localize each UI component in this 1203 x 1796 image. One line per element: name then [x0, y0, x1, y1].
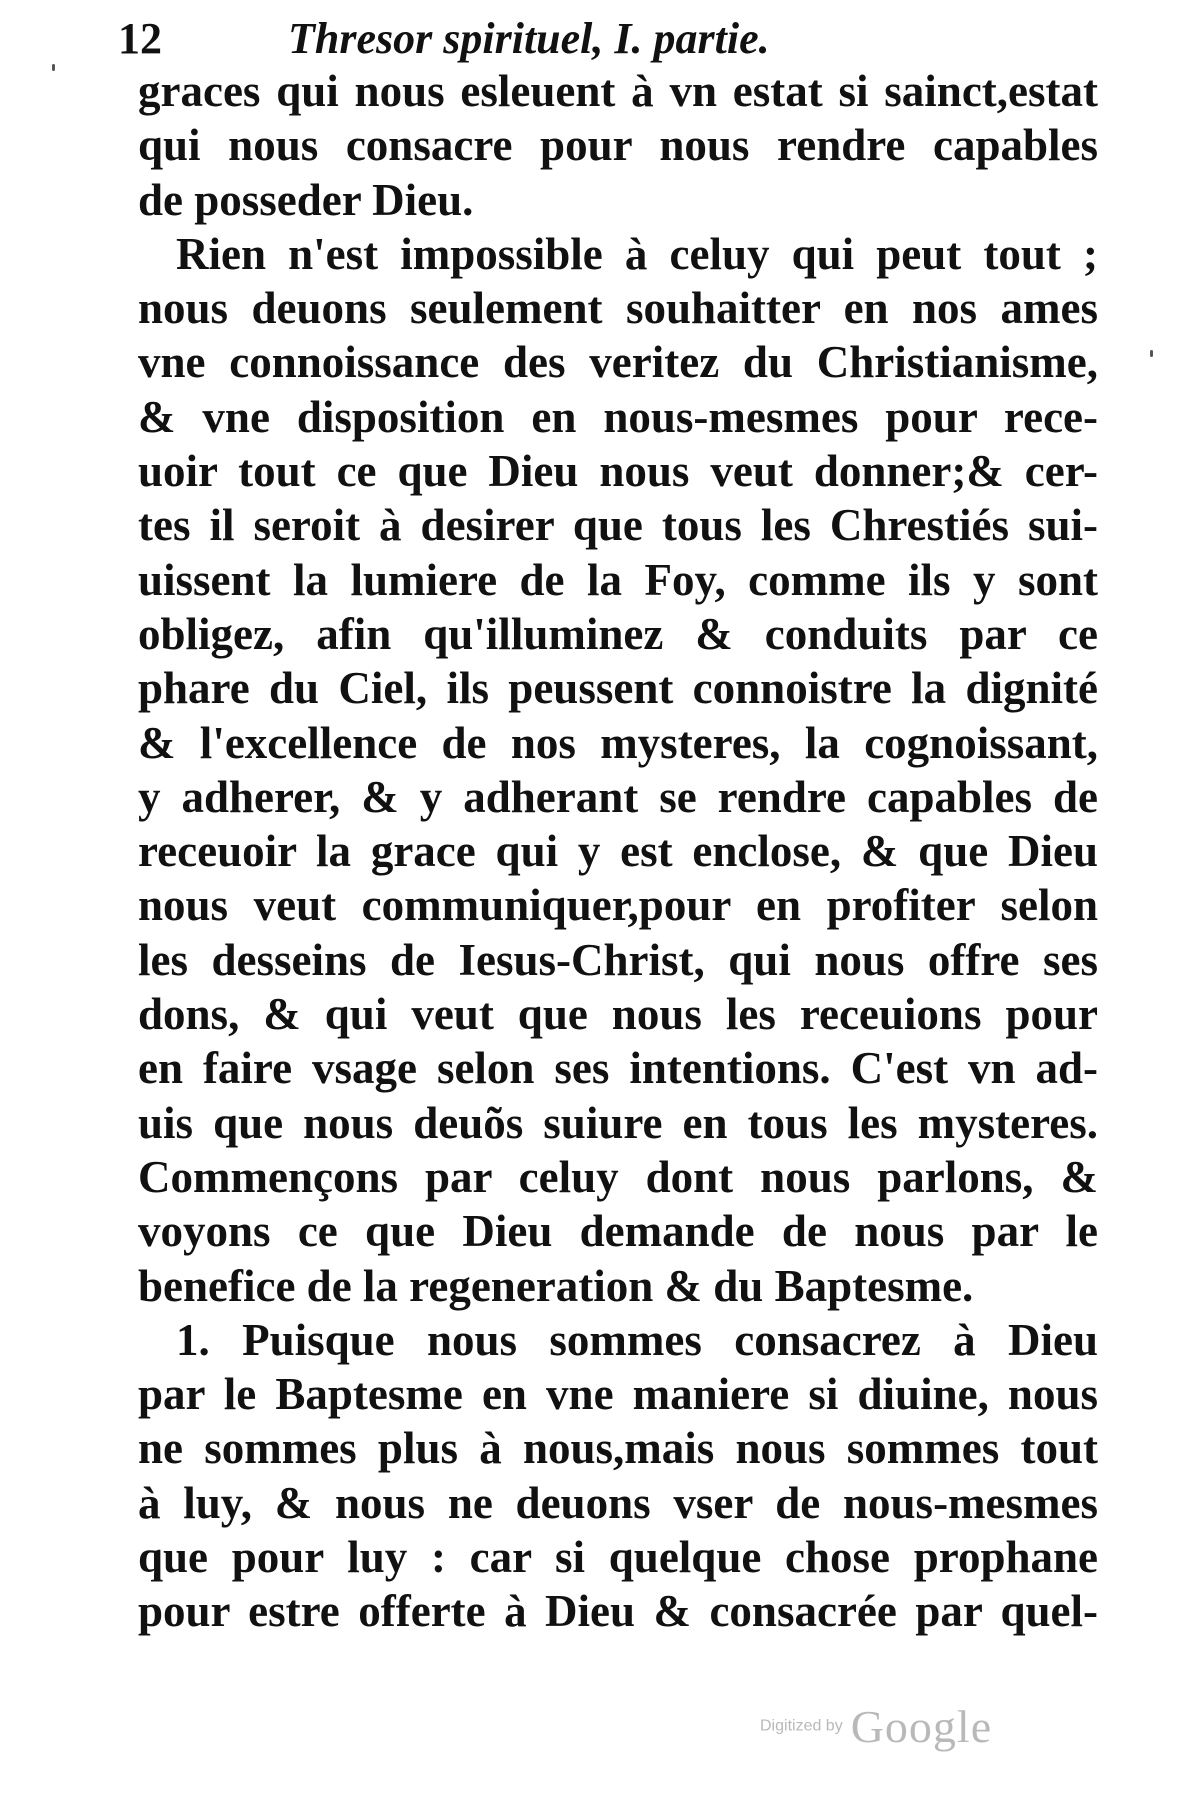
text-line: obligez, afin qu'illuminez & conduits par ce	[138, 608, 1098, 659]
text-line: voyons ce que Dieu demande de nous par le	[138, 1206, 1098, 1257]
text-line: Commençons par celuy dont nous parlons, &	[138, 1151, 1098, 1202]
text-line: receuoir la grace qui y est enclose, & que Dieu	[138, 826, 1098, 877]
text-line: que pour luy : car si quelque chose prophane	[138, 1532, 1098, 1583]
page-number: 12	[118, 14, 162, 63]
watermark-prefix: Digitized by	[760, 1717, 843, 1735]
text-line: uoir tout ce que Dieu nous veut donner;& cer-	[138, 446, 1098, 497]
running-title: Thresor spirituel, I. partie.	[288, 14, 770, 63]
text-line: phare du Ciel, ils peussent connoistre la dignité	[138, 663, 1098, 714]
running-head	[118, 14, 1078, 64]
text-line: benefice de la regeneration & du Baptesme.	[138, 1260, 974, 1311]
body-text	[138, 64, 1098, 1639]
paragraph-start-line: 1. Puisque nous sommes consacrez à Dieu	[176, 1314, 1098, 1365]
text-line: à luy, & nous ne deuons vser de nous-mesmes	[138, 1477, 1098, 1528]
ink-speck	[1150, 350, 1153, 357]
text-line: en faire vsage selon ses intentions. C'est vn ad-	[138, 1043, 1098, 1094]
text-line: ne sommes plus à nous,mais nous sommes tout	[138, 1423, 1098, 1474]
text-line: pour estre offerte à Dieu & consacrée par quel-	[138, 1586, 1098, 1637]
text-line: uissent la lumiere de la Foy, comme ils y sont	[138, 554, 1098, 605]
text-line: tes il seroit à desirer que tous les Chrestiés sui-	[138, 500, 1098, 551]
ink-speck	[52, 64, 55, 71]
paragraph-start-line: Rien n'est impossible à celuy qui peut tout ;	[176, 228, 1098, 279]
text-line: & vne disposition en nous-mesmes pour rece-	[138, 391, 1098, 442]
digitized-watermark	[760, 1700, 992, 1760]
text-line: de posseder Dieu.	[138, 174, 474, 225]
text-line: nous veut communiquer,pour en profiter selon	[138, 880, 1098, 931]
text-line: dons, & qui veut que nous les receuions pour	[138, 989, 1098, 1040]
text-line: uis que nous deuõs suiure en tous les mysteres.	[138, 1097, 1098, 1148]
text-line: graces qui nous esleuent à vn estat si sainct,estat	[138, 66, 1098, 116]
text-line: les desseins de Iesus-Christ, qui nous offre ses	[138, 934, 1098, 985]
text-line: & l'excellence de nos mysteres, la cognoissant,	[138, 717, 1098, 768]
text-line: par le Baptesme en vne maniere si diuine, nous	[138, 1369, 1098, 1420]
text-line: y adherer, & y adherant se rendre capables de	[138, 771, 1098, 822]
text-line: qui nous consacre pour nous rendre capables	[138, 120, 1098, 171]
text-line: vne connoissance des veritez du Christianisme,	[138, 337, 1098, 388]
text-line: nous deuons seulement souhaitter en nos ames	[138, 283, 1098, 334]
google-logo: Google	[850, 1701, 993, 1752]
